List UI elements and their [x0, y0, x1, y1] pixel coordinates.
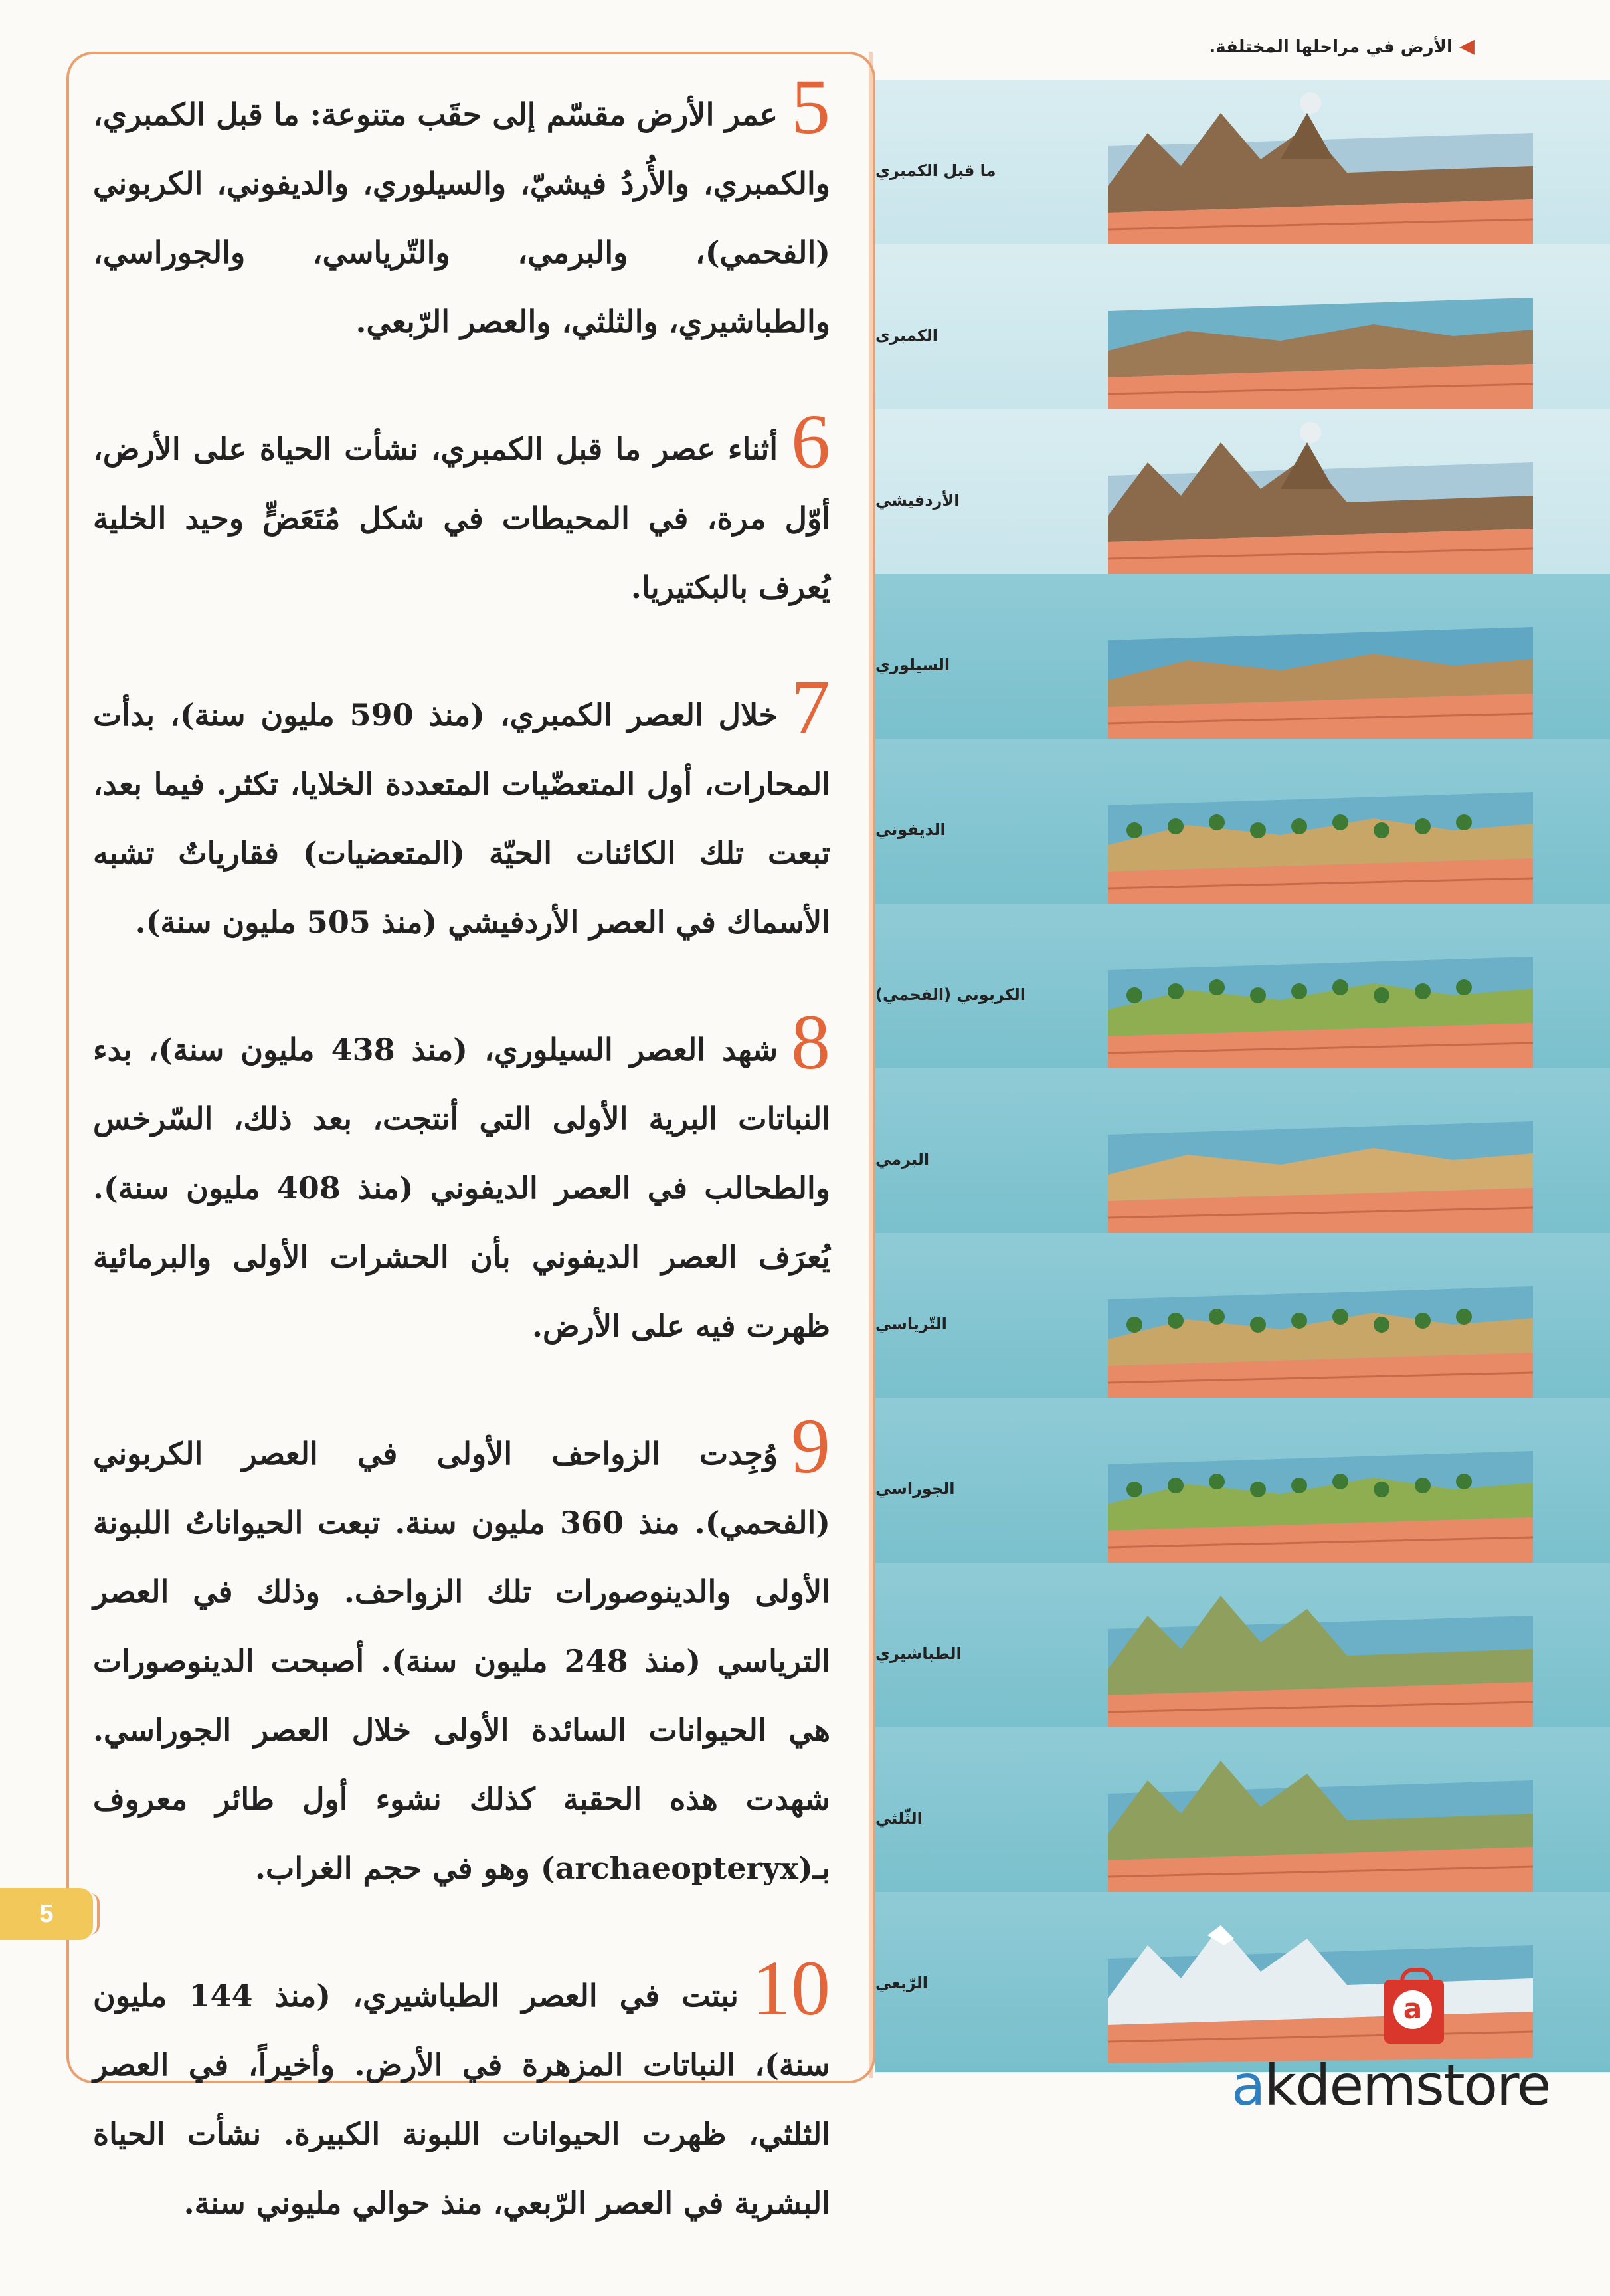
tree-icon: [1374, 987, 1389, 1003]
era-landscape-illustration: [1108, 416, 1533, 582]
era-strip: [875, 1563, 1610, 1744]
paragraph-number: 10: [752, 1945, 830, 2032]
tree-icon: [1291, 818, 1307, 834]
shopping-bag-icon: [1384, 1980, 1444, 2044]
paragraph-text: أثناء عصر ما قبل الكمبري، نشأت الحياة على الأرض، أوّل مرة، في المحيطات في شكل مُتَعَضٍّ وحيد الخلية يُعرف بالبكتيريا.: [93, 431, 830, 605]
era-label: الأردفيشي: [875, 490, 960, 510]
column-divider: [869, 52, 873, 2078]
tree-icon: [1291, 1478, 1307, 1493]
tree-icon: [1126, 1482, 1142, 1497]
tree-icon: [1209, 979, 1225, 995]
paragraph-8: [93, 999, 830, 1361]
tree-icon: [1456, 1474, 1472, 1489]
tree-icon: [1126, 1317, 1142, 1333]
era-landscape-illustration: [1108, 1240, 1533, 1406]
tree-icon: [1250, 822, 1266, 838]
caption-text: الأرض في مراحلها المختلفة.: [1209, 37, 1453, 57]
tree-icon: [1456, 979, 1472, 995]
era-label: الديفوني: [875, 820, 946, 839]
tree-icon: [1209, 814, 1225, 830]
paragraph-number: 7: [790, 664, 830, 751]
tree-icon: [1415, 1478, 1431, 1493]
page-number: 5: [39, 1899, 54, 1928]
volcano-icon: [1281, 442, 1334, 489]
tree-icon: [1415, 983, 1431, 999]
tree-icon: [1332, 814, 1348, 830]
paragraph-number: 6: [791, 398, 830, 485]
era-strip: [875, 1233, 1610, 1414]
paragraph-7: [93, 664, 830, 957]
tree-icon: [1374, 1317, 1389, 1333]
tree-icon: [1126, 822, 1142, 838]
tree-icon: [1456, 814, 1472, 830]
era-label: الثّلثي: [875, 1808, 923, 1828]
era-label: الجوراسي: [875, 1479, 955, 1498]
paragraph-number: 8: [791, 999, 830, 1086]
era-label: السيلوري: [875, 655, 950, 674]
era-strip: [875, 739, 1610, 920]
era-strip: [875, 574, 1610, 755]
era-label: التّرياسي: [875, 1314, 947, 1333]
tree-icon: [1250, 1482, 1266, 1497]
tree-icon: [1291, 1313, 1307, 1329]
era-label: الطباشيري: [875, 1644, 962, 1663]
tree-icon: [1332, 979, 1348, 995]
era-strip: [875, 1068, 1610, 1250]
tree-icon: [1250, 1317, 1266, 1333]
era-strip: [875, 1398, 1610, 1579]
smoke-cloud-icon: [1300, 422, 1321, 443]
era-strip: [875, 80, 1610, 261]
tree-icon: [1374, 1482, 1389, 1497]
tree-icon: [1168, 983, 1184, 999]
tree-icon: [1374, 822, 1389, 838]
tree-icon: [1168, 1478, 1184, 1493]
paragraph-9: [93, 1402, 830, 1903]
era-label: البرمي: [875, 1149, 930, 1169]
tree-icon: [1291, 983, 1307, 999]
figure-caption: [1162, 35, 1475, 58]
era-landscape-illustration: [1108, 1569, 1533, 1735]
tree-icon: [1250, 987, 1266, 1003]
caption-marker-icon: ◀: [1459, 35, 1475, 58]
tree-icon: [1415, 818, 1431, 834]
paragraph-text: نبتت في العصر الطباشيري، (منذ 144 مليون سنة)، النباتات المزهرة في الأرض. وأخيراً، في العصر الثلثي، ظهرت الحيوانات اللبونة الكبيرة. نشأت الحياة البشرية في العصر الرّبعي، منذ حوالي مليوني سنة.: [93, 1978, 830, 2221]
watermark: [1231, 1980, 1577, 2146]
tree-icon: [1332, 1309, 1348, 1325]
tree-icon: [1168, 1313, 1184, 1329]
era-landscape-illustration: [1108, 745, 1533, 911]
watermark-text: akdemstore: [1231, 2053, 1550, 2118]
paragraph-10: [93, 1945, 830, 2238]
tree-icon: [1126, 987, 1142, 1003]
era-landscape-illustration: [1108, 1404, 1533, 1571]
era-landscape-illustration: [1108, 251, 1533, 417]
era-landscape-illustration: [1108, 86, 1533, 252]
paragraph-number: 9: [791, 1402, 830, 1489]
tree-icon: [1415, 1313, 1431, 1329]
era-label: ما قبل الكمبري: [875, 161, 996, 180]
paragraph-text: خلال العصر الكمبري، (منذ 590 مليون سنة)، بدأت المحارات، أول المتعضّيات المتعددة الخلايا، تكثر. فيما بعد، تبعت تلك الكائنات الحيّة (المتعضيات) فقارياتٌ تشبه الأسماك في العصر الأردفيشي (منذ 505 مليون سنة).: [93, 697, 830, 940]
paragraph-number: 5: [791, 63, 830, 150]
tree-icon: [1168, 818, 1184, 834]
paragraphs: [93, 63, 830, 2296]
era-label: الكمبرى: [875, 326, 939, 345]
era-strip: [875, 244, 1610, 426]
tree-icon: [1332, 1474, 1348, 1489]
era-strip: [875, 904, 1610, 1085]
tree-icon: [1209, 1474, 1225, 1489]
page-number-tab: [0, 1888, 93, 1940]
paragraph-text: عمر الأرض مقسّم إلى حقَب متنوعة: ما قبل الكمبري، والكمبري، والأُردُ فيشيّ، والسيلوري، والديفوني، الكربوني (الفحمي)، والبرمي، والتّرياسي، والجوراسي، والطباشيري، والثلثي، والعصر الرّبعي.: [93, 96, 830, 339]
volcano-icon: [1281, 113, 1334, 159]
era-strip: [875, 1727, 1610, 1909]
smoke-cloud-icon: [1300, 92, 1321, 114]
bag-letter: a: [1393, 1990, 1432, 2029]
era-landscape-illustration: [1108, 1075, 1533, 1241]
tree-icon: [1456, 1309, 1472, 1325]
era-landscape-illustration: [1108, 1734, 1533, 1900]
paragraph-text: شهد العصر السيلوري، (منذ 438 مليون سنة)، بدء النباتات البرية الأولى التي أنتجت، بعد ذلك، السّرخس والطحالب في العصر الديفوني (منذ 408 مليون سنة). يُعرَف العصر الديفوني بأن الحشرات الأولى والبرمائية ظهرت فيه على الأرض.: [93, 1032, 830, 1344]
paragraph-5: [93, 63, 830, 356]
era-landscape-illustration: [1108, 581, 1533, 747]
paragraph-text: وُجِدت الزواحف الأولى في العصر الكربوني (الفحمي). منذ 360 مليون سنة. تبعت الحيواناتُ اللبونة الأولى والدينوصورات تلك الزواحف. وذلك في العصر الترياسي (منذ 248 مليون سنة). أصبحت الدينوصورات هي الحيوانات السائدة الأولى خلال العصر الجوراسي. شهدت هذه الحقبة كذلك نشوء أول طائر معروف بـ(archaeopteryx) وهو في حجم الغراب.: [93, 1436, 830, 1886]
tree-icon: [1209, 1309, 1225, 1325]
era-label: الرّبعي: [875, 1973, 929, 1992]
era-label: الكربوني (الفحمي): [875, 985, 1026, 1004]
era-strip: [875, 409, 1610, 591]
paragraph-6: [93, 398, 830, 622]
era-landscape-illustration: [1108, 910, 1533, 1076]
